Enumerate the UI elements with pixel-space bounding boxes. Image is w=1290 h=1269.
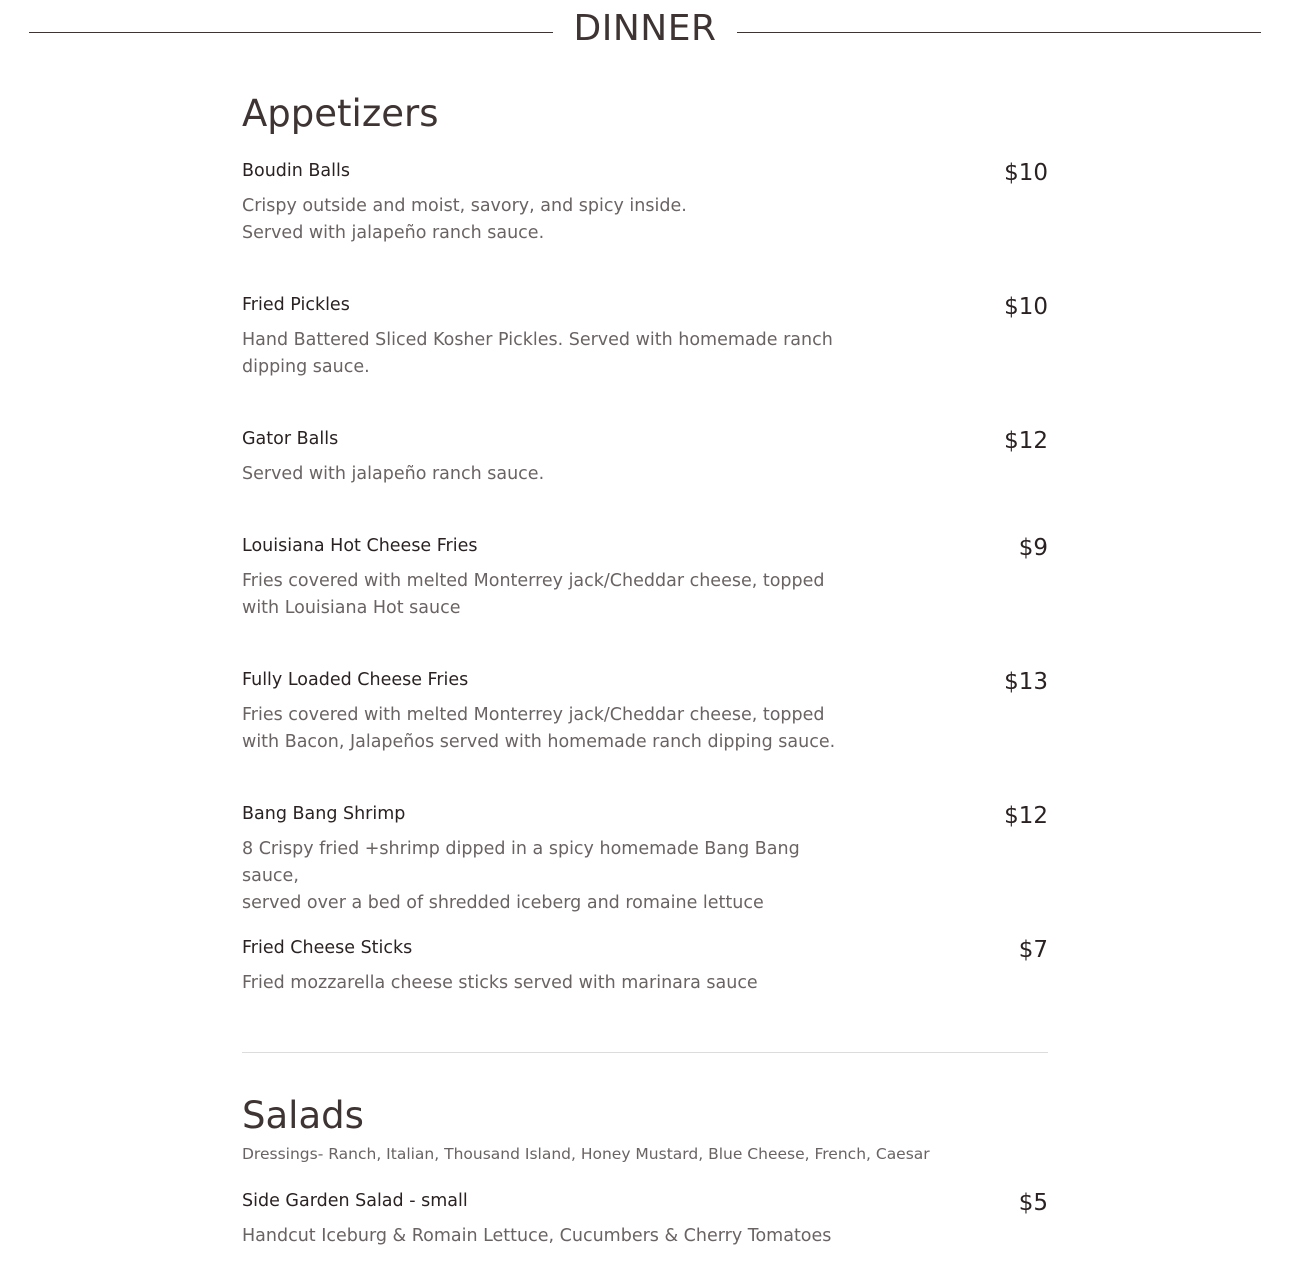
menu-item-price: $9 xyxy=(1018,535,1048,561)
section-title-appetizers: Appetizers xyxy=(242,92,439,135)
section-title-salads: Salads xyxy=(242,1094,364,1137)
menu-item-price: $12 xyxy=(1004,803,1048,829)
menu-item-name: Side Garden Salad - small xyxy=(242,1191,468,1211)
menu-item-name: Bang Bang Shrimp xyxy=(242,804,406,824)
menu-item-name: Fried Cheese Sticks xyxy=(242,938,413,958)
menu-item-name: Fried Pickles xyxy=(242,295,350,315)
menu-item-description: Fries covered with melted Monterrey jack/Cheddar cheese, topped with Louisiana Hot sauce xyxy=(242,571,825,618)
menu-item-description: Fries covered with melted Monterrey jack/Cheddar cheese, topped with Bacon, Jalapeños served with homemade ranch dipping sauce. xyxy=(242,705,836,752)
menu-item-description: Handcut Iceburg & Romain Lettuce, Cucumbers & Cherry Tomatoes xyxy=(242,1226,832,1246)
menu-item-price: $7 xyxy=(1018,937,1048,963)
section-divider xyxy=(242,1052,1048,1053)
menu-item-name: Louisiana Hot Cheese Fries xyxy=(242,536,478,556)
menu-item-name: Fully Loaded Cheese Fries xyxy=(242,670,469,690)
menu-item-price: $10 xyxy=(1004,160,1048,186)
menu-item-description: 8 Crispy fried +shrimp dipped in a spicy homemade Bang Bang sauce, served over a bed of shredded iceberg and romaine lettuce xyxy=(242,839,800,913)
menu-item-price: $12 xyxy=(1004,428,1048,454)
menu-header xyxy=(29,0,1261,60)
salad-dressings-note: Dressings- Ranch, Italian, Thousand Island, Honey Mustard, Blue Cheese, French, Caesar xyxy=(242,1145,930,1163)
menu-item-description: Served with jalapeño ranch sauce. xyxy=(242,464,545,484)
menu-item-price: $13 xyxy=(1004,669,1048,695)
menu-item-description: Crispy outside and moist, savory, and spicy inside. Served with jalapeño ranch sauce. xyxy=(242,196,687,243)
menu-item-price: $10 xyxy=(1004,294,1048,320)
menu-item-name: Gator Balls xyxy=(242,429,339,449)
menu-item-description: Hand Battered Sliced Kosher Pickles. Served with homemade ranch dipping sauce. xyxy=(242,330,833,377)
menu-title: DINNER xyxy=(573,8,717,49)
menu-item-description: Fried mozzarella cheese sticks served with marinara sauce xyxy=(242,973,758,993)
menu-item-price: $5 xyxy=(1018,1190,1048,1216)
menu-item-name: Boudin Balls xyxy=(242,161,350,181)
